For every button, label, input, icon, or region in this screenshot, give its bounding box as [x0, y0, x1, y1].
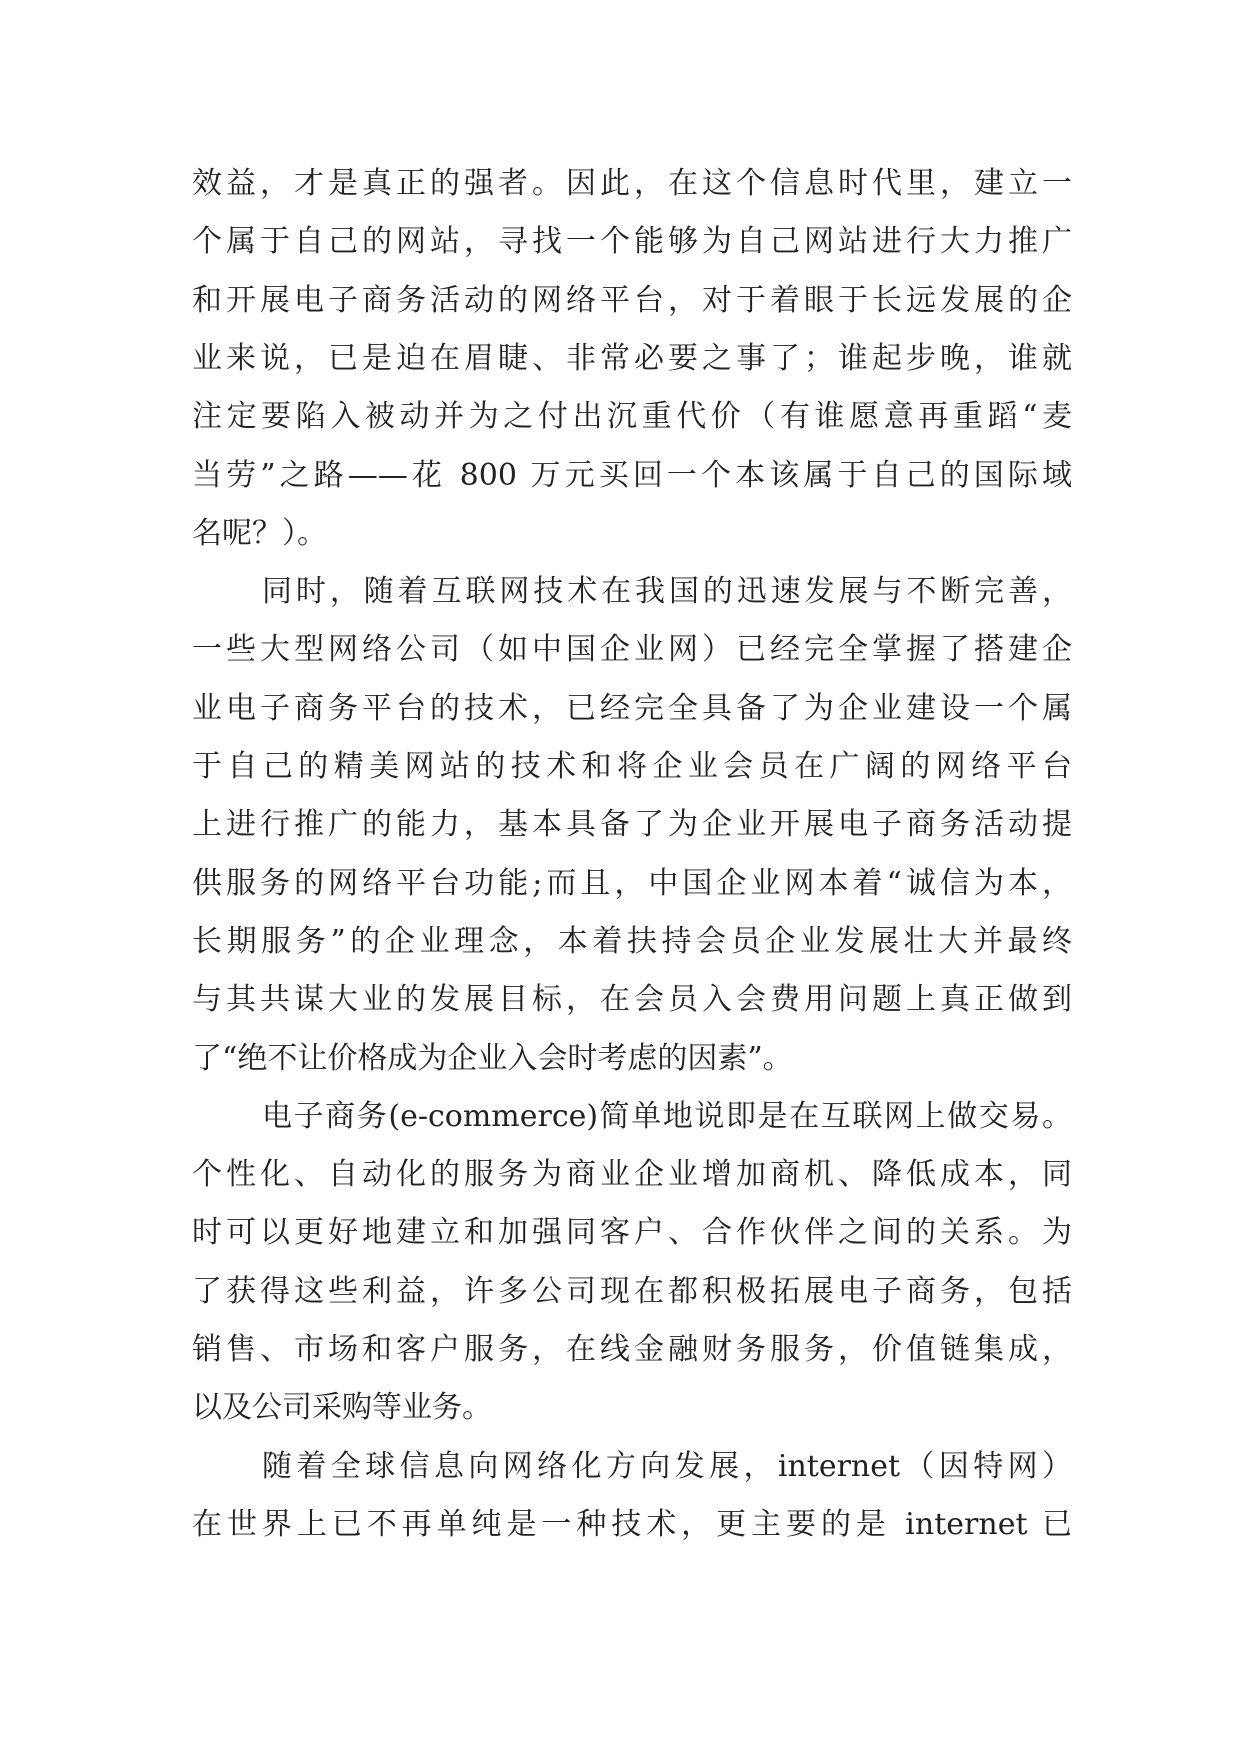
text-line: 电子商务(e-commerce)简单地说即是在互联网上做交易。: [262, 1098, 1072, 1134]
text-line: 随着全球信息向网络化方向发展，internet（因特网）: [262, 1448, 1072, 1484]
text-line: 上进行推广的能力，基本具备了为企业开展电子商务活动提: [192, 807, 1072, 843]
text-line: 同时，随着互联网技术在我国的迅速发展与不断完善，: [262, 574, 1072, 610]
text-line: 供服务的网络平台功能;而且，中国企业网本着“诚信为本，: [192, 865, 1072, 901]
text-line: 以及公司采购等业务。: [192, 1390, 492, 1426]
text-line: 个性化、自动化的服务为商业企业增加商机、降低成本，同: [192, 1157, 1072, 1193]
text-line: 长期服务”的企业理念，本着扶持会员企业发展壮大并最终: [192, 923, 1072, 959]
text-line: 了获得这些利益，许多公司现在都积极拓展电子商务，包括: [192, 1273, 1072, 1309]
text-line: 于自己的精美网站的技术和将企业会员在广阔的网络平台: [192, 749, 1072, 784]
text-line: 个属于自己的网站，寻找一个能够为自己网站进行大力推广: [192, 224, 1072, 260]
text-line: 业电子商务平台的技术，已经完全具备了为企业建设一个属: [192, 690, 1072, 726]
text-line: 与其共谋大业的发展目标，在会员入会费用问题上真正做到: [192, 982, 1072, 1018]
text-line: 在世界上已不再单纯是一种技术，更主要的是 internet 已: [192, 1506, 1072, 1542]
text-line: 时可以更好地建立和加强同客户、合作伙伴之间的关系。为: [192, 1215, 1072, 1251]
text-line: 名呢？）。: [192, 515, 327, 551]
text-line: 一些大型网络公司（如中国企业网）已经完全掌握了搭建企: [192, 632, 1072, 668]
text-line: 了“绝不让价格成为企业入会时考虑的因素”。: [192, 1040, 793, 1076]
text-line: 销售、市场和客户服务，在线金融财务服务，价值链集成，: [192, 1332, 1072, 1367]
text-line: 效益，才是真正的强者。因此，在这个信息时代里，建立一: [192, 166, 1072, 201]
text-line: 和开展电子商务活动的网络平台，对于着眼于长远发展的企: [192, 282, 1072, 318]
text-line: 业来说，已是迫在眉睫、非常必要之事了；谁起步晚，谁就: [192, 340, 1072, 376]
text-line: 注定要陷入被动并为之付出沉重代价（有谁愿意再重蹈“麦: [192, 399, 1072, 435]
text-line: 当劳”之路——花 800 万元买回一个本该属于自己的国际域: [192, 457, 1072, 493]
